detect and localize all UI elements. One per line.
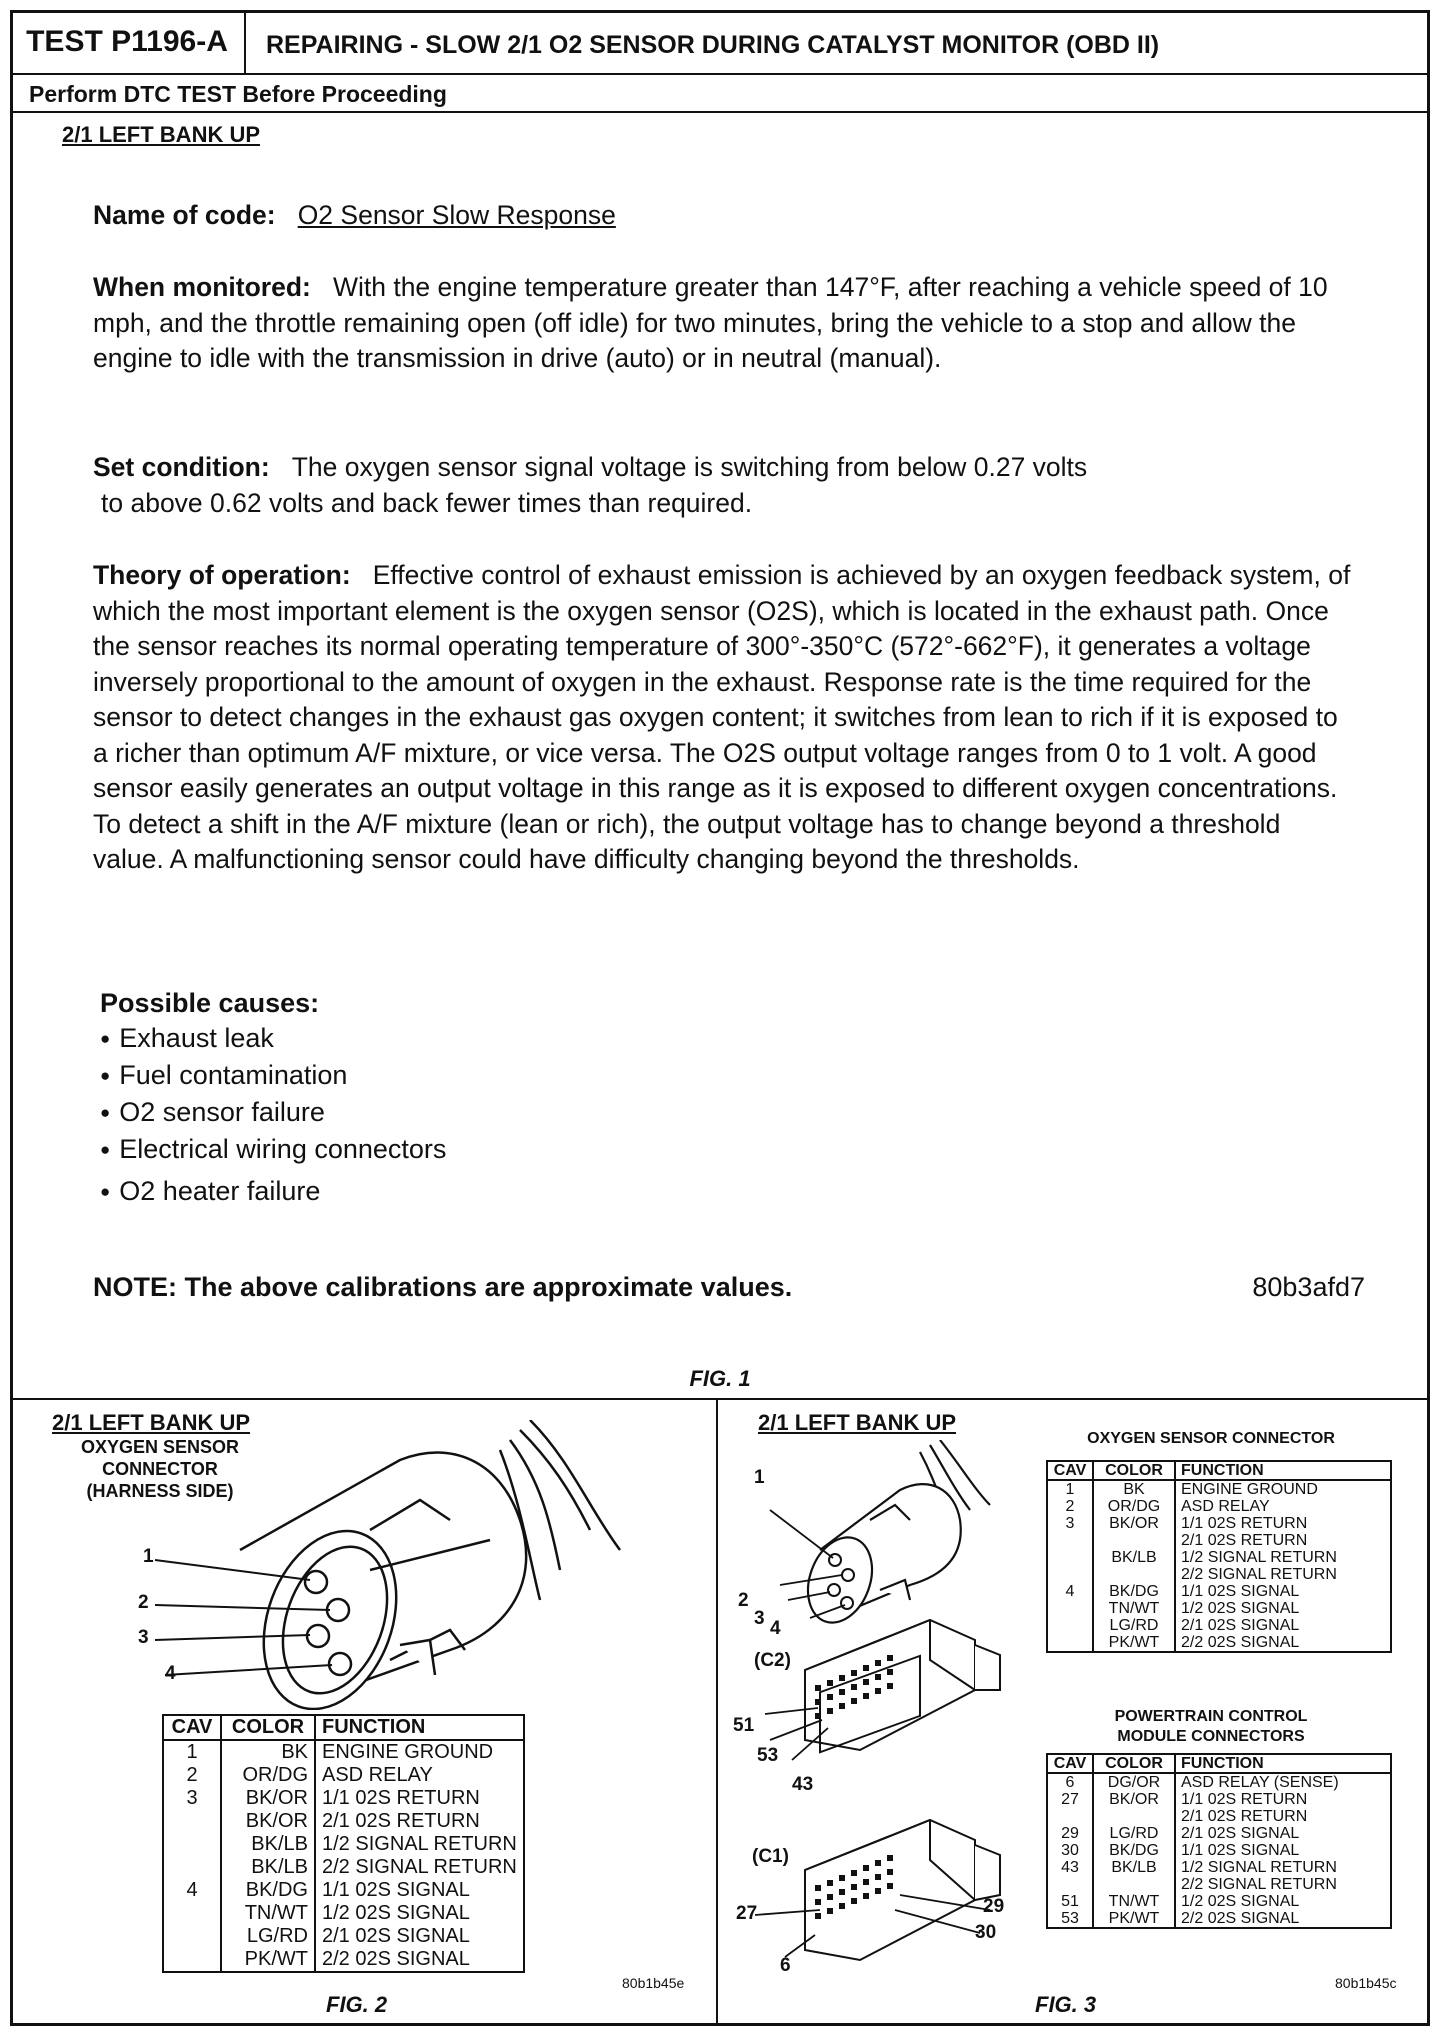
fig3-bank-label: 2/1 LEFT BANK UP <box>758 1410 957 1435</box>
pcm-title-2: MODULE CONNECTORS <box>1117 1728 1305 1745</box>
cell-function: 1/1 02S SIGNAL <box>1181 1842 1300 1859</box>
table-row <box>1047 1566 1391 1583</box>
cell-function: ENGINE GROUND <box>322 1741 494 1763</box>
name-of-code <box>93 198 1353 234</box>
table-row <box>163 1810 524 1833</box>
fig2-pin-label: 2 <box>138 1592 149 1613</box>
cell-function: 2/1 02S RETURN <box>1181 1808 1308 1825</box>
fig3-sensor-pin-label: 3 <box>754 1608 765 1629</box>
fig3-c1-pin-label: 30 <box>975 1922 997 1943</box>
table-row <box>1047 1910 1391 1928</box>
cell-color: LG/RD <box>1093 1825 1175 1842</box>
cell-function: ASD RELAY <box>322 1764 433 1786</box>
fig2-pin-1-shape <box>305 1571 327 1593</box>
when-monitored-text: With the engine temperature greater than 147°F, after reaching a vehicle speed of 10 mph, and the throttle remaining open (off idle) for two minutes, bring the vehicle to a stop and allow the engine to idle with the transmission in drive (auto) or in neutral (manual). <box>93 272 1328 373</box>
cell-color: BK/LB <box>221 1833 315 1856</box>
oxy-connector-title: OXYGEN SENSOR CONNECTOR <box>1087 1430 1335 1447</box>
cell-color <box>1093 1808 1175 1825</box>
header <box>10 10 1430 75</box>
fig2-connector-title-3: (HARNESS SIDE) <box>86 1481 234 1501</box>
cause-item: ● Fuel contamination <box>100 1057 446 1094</box>
fig2-connector-drawing <box>120 1420 640 1710</box>
table-row <box>1047 1808 1391 1825</box>
cell-function: 1/2 02S SIGNAL <box>322 1902 470 1924</box>
table-row <box>1047 1842 1391 1859</box>
cell-color <box>1093 1566 1175 1583</box>
cell-function: 2/2 SIGNAL RETURN <box>1181 1876 1337 1893</box>
cell-cav: 1 <box>163 1740 221 1764</box>
cell-function: 1/1 02S SIGNAL <box>1181 1583 1300 1600</box>
cell-function: 1/1 02S RETURN <box>1181 1515 1308 1532</box>
cell-color <box>1093 1532 1175 1549</box>
cell-color: TN/WT <box>1093 1600 1175 1617</box>
fig2-table <box>162 1714 525 1973</box>
cell-color: BK/DG <box>1093 1842 1175 1859</box>
cell-function: 2/2 SIGNAL RETURN <box>1181 1566 1337 1583</box>
cell-color: BK/OR <box>1093 1791 1175 1808</box>
cell-cav <box>163 1810 221 1833</box>
cell-cav <box>1047 1600 1093 1617</box>
cell-color: OR/DG <box>1093 1498 1175 1515</box>
cell-function: 2/1 02S RETURN <box>322 1810 480 1832</box>
cell-cav <box>163 1902 221 1925</box>
cell-function: 1/1 02S SIGNAL <box>322 1879 470 1901</box>
cell-cav: 3 <box>163 1787 221 1810</box>
oxy-header-color: COLOR <box>1093 1461 1175 1480</box>
cell-function: 1/1 02S RETURN <box>322 1787 480 1809</box>
table-row <box>163 1879 524 1902</box>
fig2-bank-label: 2/1 LEFT BANK UP <box>52 1410 251 1435</box>
pcm-header-function: FUNCTION <box>1175 1754 1391 1773</box>
cell-color: BK/OR <box>221 1787 315 1810</box>
cell-function: 1/2 02S SIGNAL <box>1181 1893 1300 1910</box>
table-row <box>1047 1600 1391 1617</box>
oxy-header-function: FUNCTION <box>1175 1461 1391 1480</box>
fig2-connector-title-2: CONNECTOR <box>102 1459 218 1479</box>
fig3-caption: FIG. 3 <box>1035 1992 1097 2017</box>
table-row <box>163 1925 524 1948</box>
cell-cav <box>163 1925 221 1948</box>
cell-function: ASD RELAY (SENSE) <box>1181 1774 1339 1791</box>
cell-cav: 29 <box>1047 1825 1093 1842</box>
table-row <box>163 1787 524 1810</box>
oxy-header-cav: CAV <box>1047 1461 1093 1480</box>
image-code-top: 80b3afd7 <box>1252 1272 1365 1302</box>
table-row <box>1047 1480 1391 1498</box>
note: NOTE: The above calibrations are approximate values. <box>93 1272 793 1302</box>
cell-cav: 53 <box>1047 1910 1093 1928</box>
cell-function: 2/1 02S SIGNAL <box>322 1925 470 1947</box>
table-row <box>163 1948 524 1972</box>
cell-color: TN/WT <box>1093 1893 1175 1910</box>
cell-color: OR/DG <box>221 1764 315 1787</box>
cell-function: 2/2 02S SIGNAL <box>322 1948 470 1970</box>
bank-label: 2/1 LEFT BANK UP <box>62 122 261 147</box>
cell-color: BK/LB <box>1093 1549 1175 1566</box>
table-row <box>1047 1549 1391 1566</box>
cell-cav <box>163 1948 221 1972</box>
cell-function: 1/1 02S RETURN <box>1181 1791 1308 1808</box>
fig3-image-code: 80b1b45c <box>1335 1975 1397 1991</box>
subheader: Perform DTC TEST Before Proceeding <box>10 75 1430 113</box>
fig3-sensor-pin-label: 2 <box>738 1590 749 1611</box>
cell-function: 1/2 SIGNAL RETURN <box>322 1833 517 1855</box>
cause-item: ● Exhaust leak <box>100 1020 446 1057</box>
table-row <box>163 1740 524 1764</box>
cell-cav: 6 <box>1047 1773 1093 1791</box>
fig2-image-code: 80b1b45e <box>622 1975 685 1991</box>
pcm-header-color: COLOR <box>1093 1754 1175 1773</box>
cell-color: PK/WT <box>221 1948 315 1972</box>
cell-cav: 43 <box>1047 1859 1093 1876</box>
possible-causes-title: Possible causes: <box>100 988 320 1018</box>
cell-cav <box>1047 1808 1093 1825</box>
possible-causes-list <box>100 1020 446 1210</box>
cell-color: LG/RD <box>221 1925 315 1948</box>
cell-color: BK/LB <box>1093 1859 1175 1876</box>
cell-color: BK/OR <box>221 1810 315 1833</box>
table-row <box>1047 1583 1391 1600</box>
cell-function: 1/2 02S SIGNAL <box>1181 1600 1300 1617</box>
cell-color: BK/LB <box>221 1856 315 1879</box>
fig3-c1-pin-label: 29 <box>983 1896 1005 1917</box>
cell-cav: 27 <box>1047 1791 1093 1808</box>
test-title: REPAIRING - SLOW 2/1 O2 SENSOR DURING CATALYST MONITOR (OBD II) <box>266 31 1160 59</box>
cell-cav: 2 <box>1047 1498 1093 1515</box>
pcm-connector-table <box>1046 1753 1392 1929</box>
name-of-code-value: O2 Sensor Slow Response <box>297 200 616 230</box>
table-row <box>1047 1617 1391 1634</box>
cell-function: 2/2 SIGNAL RETURN <box>322 1856 517 1878</box>
table-row <box>163 1764 524 1787</box>
table-row <box>1047 1498 1391 1515</box>
cell-color: BK/OR <box>1093 1515 1175 1532</box>
table-row <box>163 1833 524 1856</box>
fig2-pin-label: 1 <box>143 1546 154 1567</box>
cell-cav <box>1047 1549 1093 1566</box>
table-row <box>163 1902 524 1925</box>
figure-column-divider <box>716 1398 718 2026</box>
cell-color: BK/DG <box>1093 1583 1175 1600</box>
cell-function: 2/2 02S SIGNAL <box>1181 1910 1300 1927</box>
table-row <box>1047 1515 1391 1532</box>
cell-color: BK/DG <box>221 1879 315 1902</box>
cell-cav <box>1047 1634 1093 1652</box>
cell-function: 2/1 02S RETURN <box>1181 1532 1308 1549</box>
fig3-c1-pin-label: 6 <box>780 1955 791 1976</box>
cause-item: ● O2 sensor failure <box>100 1094 446 1131</box>
table-row <box>163 1856 524 1879</box>
cell-function: 1/2 SIGNAL RETURN <box>1181 1859 1337 1876</box>
pcm-connector-title <box>1046 1707 1376 1747</box>
set-condition-line1: The oxygen sensor signal voltage is switching from below 0.27 volts <box>291 452 1088 482</box>
cell-function: ENGINE GROUND <box>1181 1481 1318 1498</box>
table-row <box>1047 1532 1391 1549</box>
fig2-header-function: FUNCTION <box>315 1715 524 1740</box>
theory-label: Theory of operation: <box>93 560 351 590</box>
cell-cav <box>1047 1566 1093 1583</box>
cell-cav: 51 <box>1047 1893 1093 1910</box>
fig3-c2-pin-label: 51 <box>733 1715 755 1736</box>
table-row <box>1047 1634 1391 1652</box>
cell-function: 1/2 SIGNAL RETURN <box>1181 1549 1337 1566</box>
table-row <box>1047 1825 1391 1842</box>
cell-color: BK <box>221 1740 315 1764</box>
pcm-header-cav: CAV <box>1047 1754 1093 1773</box>
theory-text: Effective control of exhaust emission is achieved by an oxygen feedback system, of which the most important element is the oxygen sensor (O2S), which is located in the exhaust path. Once the sensor reaches its normal operating temperature of 300°-350°C (572°-662°F), it generates a voltage inversely proportional to the amount of oxygen in the exhaust. Response rate is the time required for the sensor to detect changes in the exhaust gas oxygen content; it switches from lean to rich if it is exposed to a richer than optimum A/F mixture, or vice versa. The O2S output voltage ranges from 0 to 1 volt. A good sensor easily generates an output voltage in this range as it is exposed to different oxygen concentrations. To detect a shift in the A/F mixture (lean or rich), the output voltage has to change beyond a threshold value. A malfunctioning sensor could have difficulty changing beyond the thresholds. <box>93 560 1351 874</box>
fig1-caption: FIG. 1 <box>689 1366 751 1391</box>
theory-of-operation <box>93 558 1353 878</box>
cell-cav: 30 <box>1047 1842 1093 1859</box>
table-row <box>1047 1791 1391 1808</box>
cell-cav <box>1047 1532 1093 1549</box>
fig3-sensor-pin-label: 4 <box>770 1618 781 1639</box>
cell-color <box>1093 1876 1175 1893</box>
cell-cav: 3 <box>1047 1515 1093 1532</box>
fig2-header-color: COLOR <box>221 1715 315 1740</box>
table-row <box>1047 1859 1391 1876</box>
set-condition-line2: to above 0.62 volts and back fewer times than required. <box>101 487 753 518</box>
cell-cav: 2 <box>163 1764 221 1787</box>
fig3-sensor-pin-label: 1 <box>754 1467 765 1488</box>
name-of-code-label: Name of code: <box>93 200 276 230</box>
test-id: TEST P1196-A <box>10 10 246 73</box>
when-monitored-label: When monitored: <box>93 272 311 302</box>
pcm-title-1: POWERTRAIN CONTROL <box>1114 1708 1308 1725</box>
cell-cav <box>1047 1876 1093 1893</box>
oxy-connector-table <box>1046 1460 1392 1653</box>
cell-color: PK/WT <box>1093 1634 1175 1652</box>
table-row <box>1047 1876 1391 1893</box>
fig3-c2-pin-label: 43 <box>792 1774 814 1795</box>
fig2-pin-label: 3 <box>138 1627 149 1648</box>
table-row <box>1047 1773 1391 1791</box>
fig2-header-cav: CAV <box>163 1715 221 1740</box>
cell-color: PK/WT <box>1093 1910 1175 1928</box>
when-monitored <box>93 270 1353 377</box>
fig2-pin-label: 4 <box>165 1663 176 1684</box>
fig2-connector-title-1: OXYGEN SENSOR <box>80 1437 240 1457</box>
cell-cav: 4 <box>1047 1583 1093 1600</box>
cell-cav: 4 <box>163 1879 221 1902</box>
cell-cav <box>163 1856 221 1879</box>
fig3-c1-label: (C1) <box>752 1846 789 1867</box>
cause-item: ● O2 heater failure <box>100 1173 446 1210</box>
fig3-c2-label: (C2) <box>754 1650 791 1671</box>
cell-color: TN/WT <box>221 1902 315 1925</box>
cause-item: ● Electrical wiring connectors <box>100 1131 446 1168</box>
cell-color: DG/OR <box>1093 1773 1175 1791</box>
cell-function: 2/1 02S SIGNAL <box>1181 1617 1300 1634</box>
cell-cav <box>163 1833 221 1856</box>
cell-color: BK <box>1093 1480 1175 1498</box>
cell-function: 2/2 02S SIGNAL <box>1181 1634 1300 1651</box>
cell-color: LG/RD <box>1093 1617 1175 1634</box>
table-row <box>1047 1893 1391 1910</box>
fig3-c1-pin-label: 27 <box>736 1903 758 1924</box>
set-condition <box>93 450 1353 521</box>
cell-function: 2/1 02S SIGNAL <box>1181 1825 1300 1842</box>
figure-divider <box>10 1398 1430 1400</box>
cell-cav: 1 <box>1047 1480 1093 1498</box>
cell-function: ASD RELAY <box>1181 1498 1270 1515</box>
fig2-caption: FIG. 2 <box>326 1992 388 2017</box>
set-condition-label: Set condition: <box>93 452 270 482</box>
cell-cav <box>1047 1617 1093 1634</box>
fig3-c2-pin-label: 53 <box>757 1745 779 1766</box>
